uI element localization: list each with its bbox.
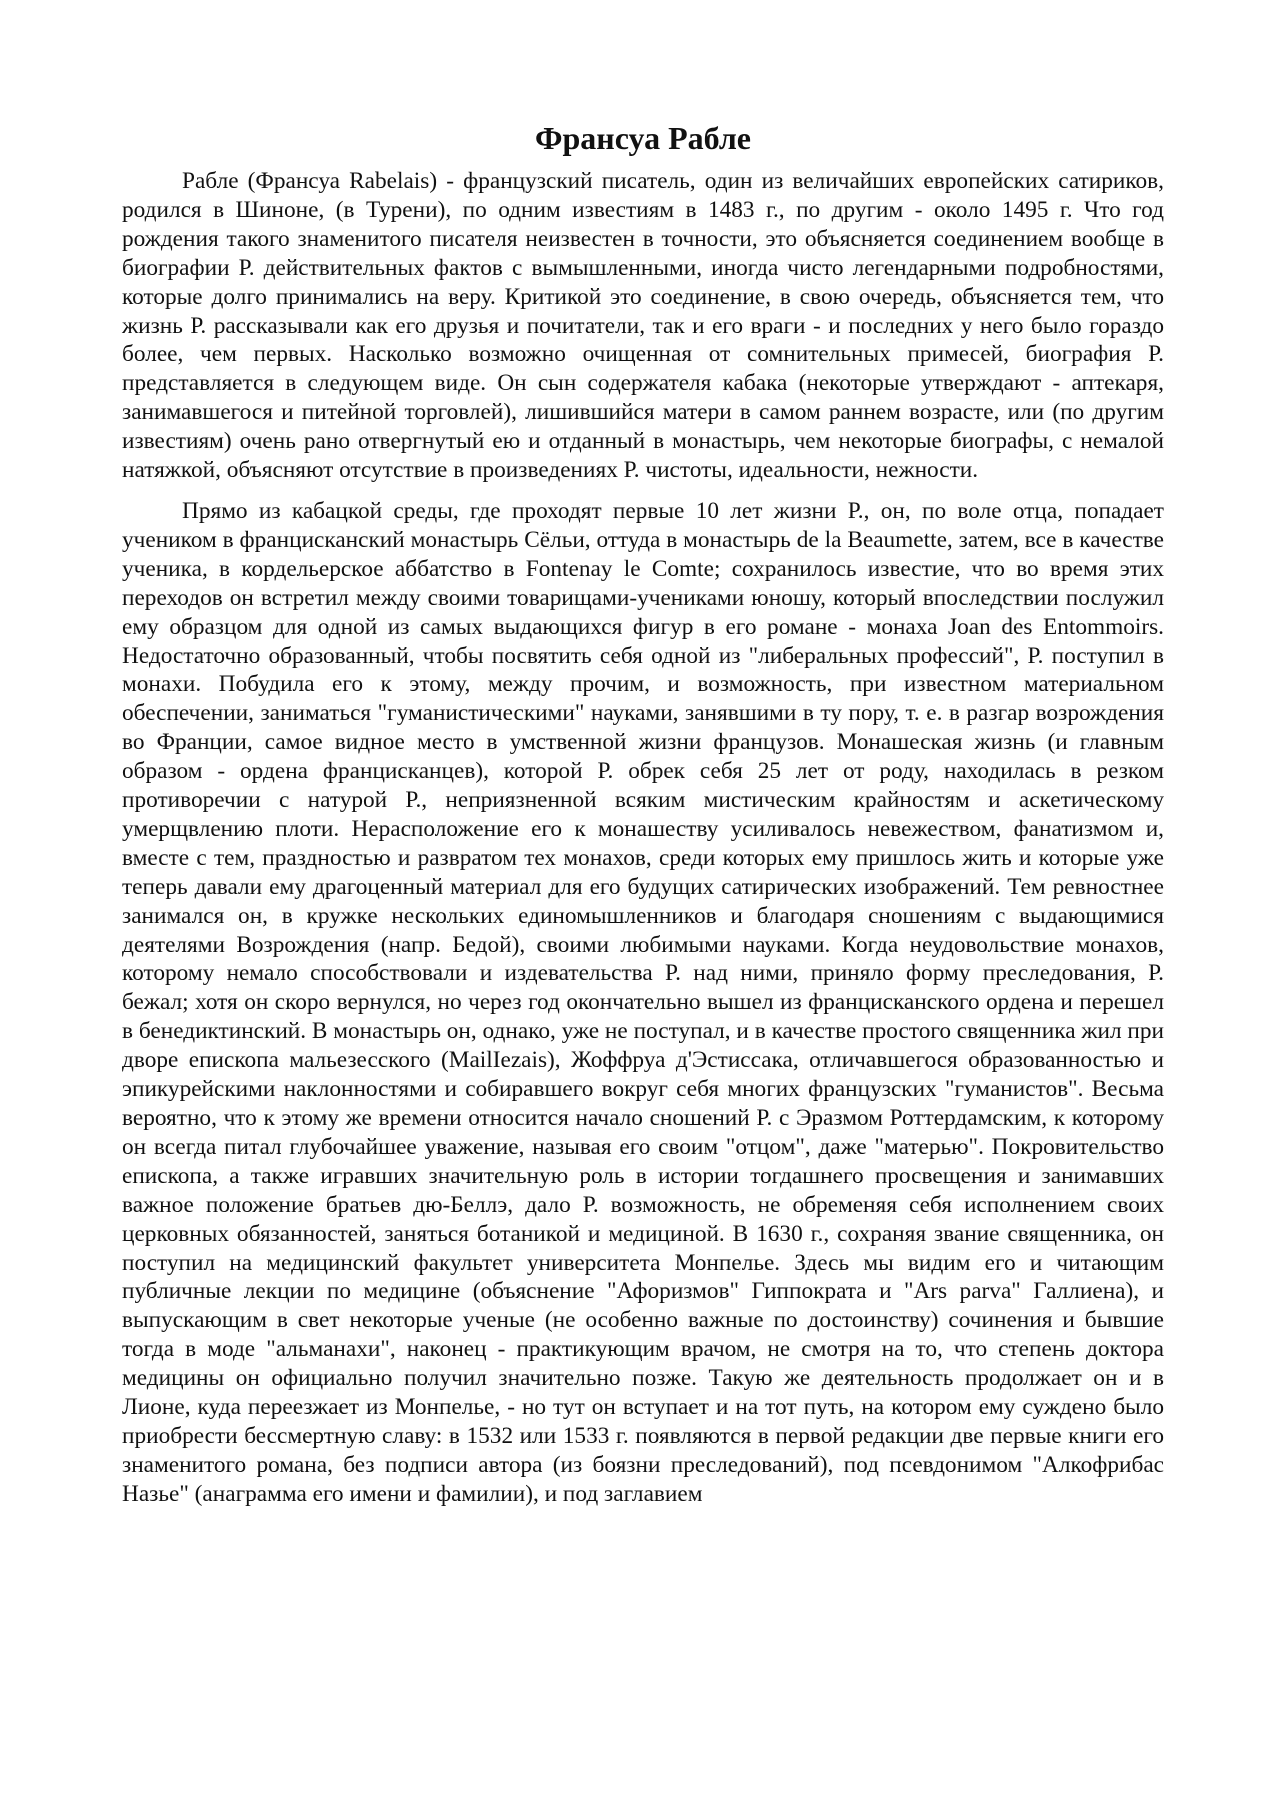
- paragraph-2: Прямо из кабацкой среды, где проходят первые 10 лет жизни Р., он, по воле отца, попадает учеником в францисканский монастырь Сёльи, оттуда в монастырь de la Beaumette, затем, все в качестве ученика, в кордельерское аббатство в Fontenay le Comte; сохранилось известие, что во время этих переходов он встретил между своими товарищами-учениками юношу, который впоследствии послужил ему образцом для одной из самых выдающихся фигур в его романе - монаха Joan des Entommoirs. Недостаточно образованный, чтобы посвятить себя одной из "либеральных профессий", Р. поступил в монахи. Побудила его к этому, между прочим, и возможность, при известном материальном обеспечении, заниматься "гуманистическими" науками, занявшими в ту пору, т. е. в разгар возрождения во Франции, самое видное место в умственной жизни французов. Монашеская жизнь (и главным образом - ордена францисканцев), которой Р. обрек себя 25 лет от роду, находилась в резком противоречии с натурой Р., неприязненной всяким мистическим крайностям и аскетическому умерщвлению плоти. Нерасположение его к монашеству усиливалось невежеством, фанатизмом и, вместе с тем, праздностью и развратом тех монахов, среди которых ему пришлось жить и которые уже теперь давали ему драгоценный материал для его будущих сатирических изображений. Тем ревностнее занимался он, в кружке нескольких единомышленников и благодаря сношениям с выдающимися деятелями Возрождения (напр. Бедой), своими любимыми науками. Когда неудовольствие монахов, которому немало способствовали и издевательства Р. над ними, приняло форму преследования, Р. бежал; хотя он скоро вернулся, но через год окончательно вышел из францисканского ордена и перешел в бенедиктинский. В монастырь он, однако, уже не поступал, и в качестве простого священника жил при дворе епископа мальезесского (MailIezais), Жоффруа д'Эстиссака, отличавшегося образованностью и эпикурейскими наклонностями и собиравшего вокруг себя многих французских "гуманистов". Весьма вероятно, что к этому же времени относится начало сношений Р. с Эразмом Роттердамским, к которому он всегда питал глубочайшее уважение, называя его своим "отцом", даже "матерью". Покровительство епископа, а также игравших значительную роль в истории тогдашнего просвещения и занимавших важное положение братьев дю-Беллэ, дало Р. возможность, не обременяя себя исполнением своих церковных обязанностей, заняться ботаникой и медициной. В 1630 г., сохраняя звание священника, он поступил на медицинский факультет университета Монпелье. Здесь мы видим его и читающим публичные лекции по медицине (объяснение "Афоризмов" Гиппократа и "Ars parva" Галлиена), и выпускающим в свет некоторые ученые (не особенно важные по достоинству) сочинения и бывшие тогда в моде "альманахи", наконец - практикующим врачом, не смотря на то, что степень доктора медицины он официально получил значительно позже. Такую же деятельность продолжает он и в Лионе, куда переезжает из Монпелье, - но тут он вступает и на тот путь, на котором ему суждено было приобрести бессмертную славу: в 1532 или 1533 г. появляются в первой редакции две первые книги его знаменитого романа, без подписи автора (из боязни преследований), под псевдонимом "Алкофрибас Назье" (анаграмма его имени и фамилии), и под заглавием: [122, 497, 1164, 1507]
- document-page: [122, 118, 1164, 1509]
- page-title: Франсуа Рабле: [535, 120, 751, 156]
- paragraph-1: Рабле (Франсуа Rabelais) - французский писатель, один из величайших европейских сатириков, родился в Шиноне, (в Турени), по одним известиям в 1483 г., по другим - около 1495 г. Что год рождения такого знаменитого писателя неизвестен в точности, это объясняется соединением вообще в биографии Р. действительных фактов с вымышленными, иногда чисто легендарными подробностями, которые долго принимались на веру. Критикой это соединение, в свою очередь, объясняется тем, что жизнь Р. рассказывали как его друзья и почитатели, так и его враги - и последних у него было гораздо более, чем первых. Насколько возможно очищенная от сомнительных примесей, биография Р. представляется в следующем виде. Он сын содержателя кабака (некоторые утверждают - аптекаря, занимавшегося и питейной торговлей), лишившийся матери в самом раннем возрасте, или (по другим известиям) очень рано отвергнутый ею и отданный в монастырь, чем некоторые биографы, с немалой натяжкой, объясняют отсутствие в произведениях Р. чистоты, идеальности, нежности.: [122, 168, 1164, 484]
